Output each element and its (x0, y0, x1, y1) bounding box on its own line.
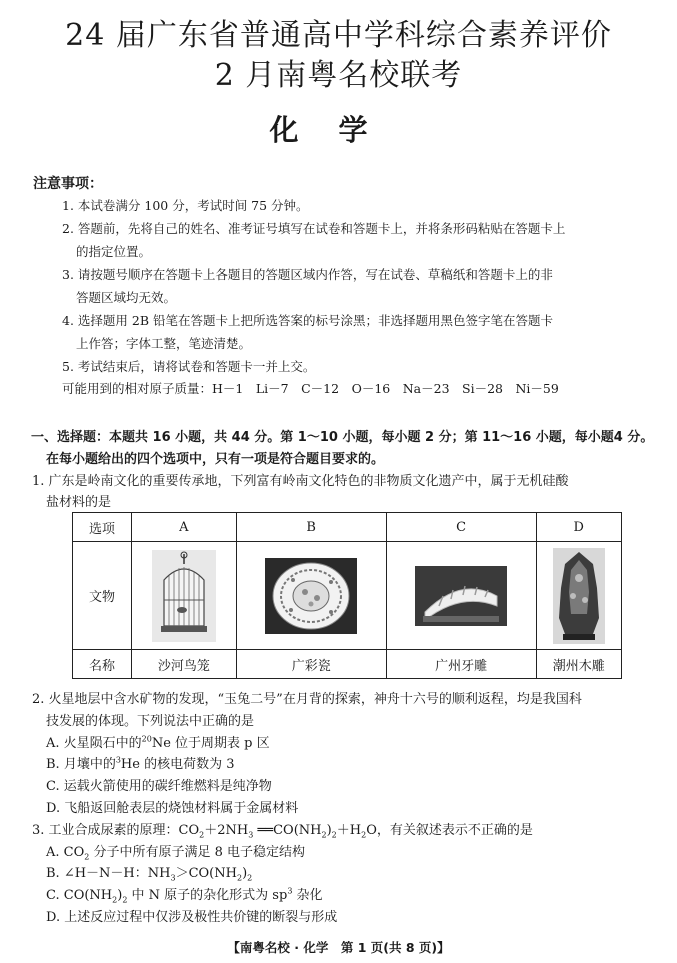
exam-title-line1: 24 届广东省普通高中学科综合素养评价 (65, 18, 612, 53)
artifact-name: 广彩瓷 (236, 650, 386, 679)
exam-title-line2: 2 月南粤名校联考 (214, 58, 463, 93)
subject-title: 化学 (269, 113, 408, 147)
q3-option-b: B. ∠H－N－H：$NH_3>CO(NH_2)_2$ (46, 866, 253, 883)
note-item: 3. 请按题号顺序在答题卡上各题目的答题区域内作答，写在试卷、草稿纸和答题卡上的非 (62, 267, 553, 282)
table-header-cell: B (236, 513, 386, 542)
atomic-mass-line: 可能用到的相对原子质量：H－1 Li－7 C－12 O－16 Na－23 Si－28 Ni－59 (62, 381, 559, 396)
q3-stem: 3. 工业合成尿素的原理：$CO_2+2NH_3$ $══CO(NH_2)_2+H_2O$，有关叙述表示不正确的是 (32, 823, 533, 840)
porcelain-plate-image (265, 558, 357, 634)
artifact-cell-c (386, 542, 536, 650)
q1-stem-line2: 盐材料的是 (46, 495, 112, 510)
artifact-cell-d (536, 542, 621, 650)
table-header-cell: 选项 (73, 513, 132, 542)
artifact-cell-a (132, 542, 237, 650)
note-item: 5. 考试结束后，请将试卷和答题卡一并上交。 (62, 359, 316, 374)
q3-option-c: C. $CO(NH_2)_2$ 中 N 原子的杂化形式为 $sp^3$ 杂化 (46, 886, 323, 905)
table-header-cell: C (386, 513, 536, 542)
note-item: 4. 选择题用 2B 铅笔在答题卡上把所选答案的标号涂黑；非选择题用黑色签字笔在答题卡 (62, 313, 553, 328)
artifact-cell-b (236, 542, 386, 650)
note-item: 1. 本试卷满分 100 分，考试时间 75 分钟。 (62, 198, 309, 213)
q3-option-a: A. $CO_2$ 分子中所有原子满足 8 电子稳定结构 (46, 845, 306, 862)
artifact-name: 广州牙雕 (386, 650, 536, 679)
page-footer: 【南粤名校 · 化学 第 1 页(共 8 页)】 (227, 940, 450, 955)
artifact-name: 潮州木雕 (536, 650, 621, 679)
q1-stem-line1: 1. 广东是岭南文化的重要传承地，下列富有岭南文化特色的非物质文化遗产中，属于无机硅酸 (32, 474, 569, 489)
ivory-carving-image (415, 566, 507, 626)
note-item: 的指定位置。 (76, 244, 152, 259)
birdcage-image (152, 550, 216, 642)
q2-option-b: B. 月壤中的$^3$He 的核电荷数为 3 (46, 755, 235, 772)
q3-option-d: D. 上述反应过程中仅涉及极性共价键的断裂与形成 (46, 910, 338, 925)
note-item: 上作答；字体工整，笔迹清楚。 (76, 336, 252, 351)
section-heading: 一、选择题：本题共 16 小题，共 44 分。第 1～10 小题，每小题 2 分；第 11～16 小题，每小题4 分。 (31, 430, 654, 445)
table-header-cell: D (536, 513, 621, 542)
q1-options-table (72, 512, 622, 679)
table-row-label: 名称 (73, 650, 132, 679)
section-instruction: 在每小题给出的四个选项中，只有一项是符合题目要求的。 (46, 452, 385, 467)
q2-option-a: A. 火星陨石中的$^{20}$Ne 位于周期表 p 区 (46, 734, 270, 751)
q2-option-d: D. 飞船返回舱表层的烧蚀材料属于金属材料 (46, 801, 299, 816)
q2-option-c: C. 运载火箭使用的碳纤维燃料是纯净物 (46, 779, 272, 794)
wood-carving-image (553, 548, 605, 644)
note-item: 答题区域均无效。 (76, 290, 177, 305)
table-row-label: 文物 (73, 542, 132, 650)
q2-stem-line2: 技发展的体现。下列说法中正确的是 (46, 714, 255, 729)
artifact-name: 沙河鸟笼 (132, 650, 237, 679)
table-header-cell: A (132, 513, 237, 542)
notes-heading: 注意事项： (33, 176, 103, 192)
note-item: 2. 答题前，先将自己的姓名、准考证号填写在试卷和答题卡上，并将条形码粘贴在答题卡上 (62, 221, 566, 236)
q2-stem-line1: 2. 火星地层中含水矿物的发现，“玉兔二号”在月背的探索，神舟十六号的顺利返程，均是我国科 (32, 692, 582, 707)
